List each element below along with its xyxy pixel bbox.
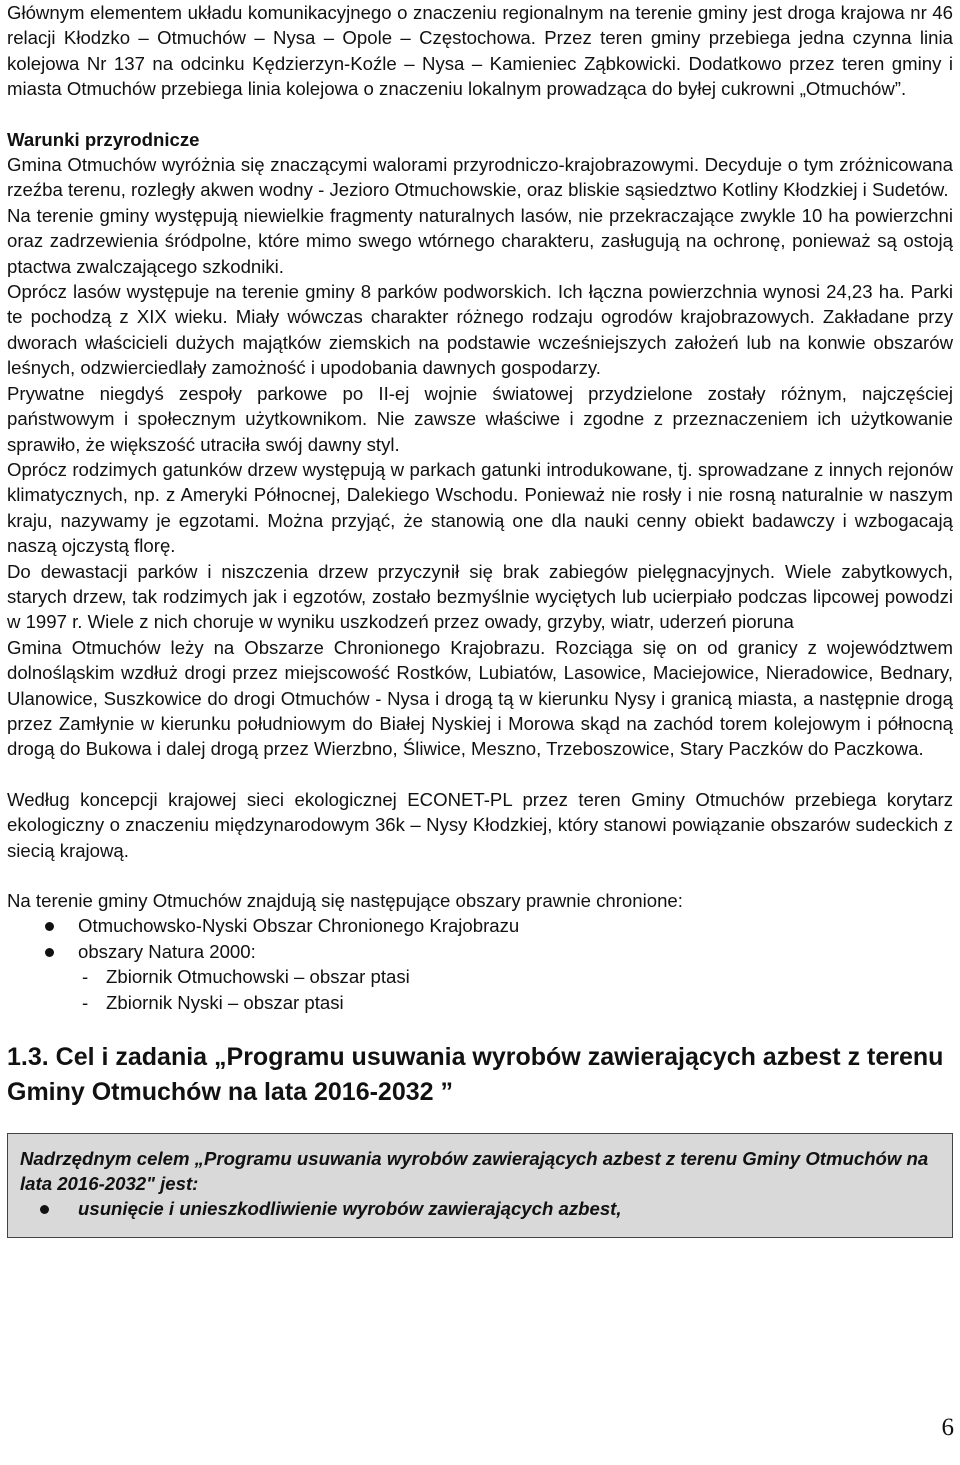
natura-sites-list — [7, 964, 953, 1015]
goal-box-text: Nadrzędnym celem „Programu usuwania wyrobów zawierających azbest z terenu Gminy Otmuchów na lata 2016-2032" jest: — [20, 1148, 929, 1195]
list-item: obszary Natura 2000: — [7, 939, 953, 964]
paragraph-warunki-2: Na terenie gminy występują niewielkie fragmenty naturalnych lasów, nie przekraczające zwykle 10 ha powierzchni oraz zadrzewienia śródpolne, które mimo swego wtórnego charakteru, zasługują na ochronę, ponieważ są ostoją ptactwa zwalczającego szkodniki. — [7, 204, 953, 277]
spacer — [7, 863, 953, 888]
list-item: usunięcie i unieszkodliwienie wyrobów zawierających azbest, — [20, 1196, 940, 1221]
paragraph-warunki-5: Oprócz rodzimych gatunków drzew występują w parkach gatunki introdukowane, tj. sprowadzane z innych rejonów klimatycznych, np. z Ameryki Północnej, Dalekiego Wschodu. Ponieważ nie rosły i nie rosną naturalnie w naszym kraju, nazywamy je egzotami. Można przyjąć, że stanowią one dla nauki cenny obiekt badawczy i wzbogacają naszą ojczystą florę. — [7, 458, 953, 557]
paragraph-transport: Głównym elementem układu komunikacyjnego o znaczeniu regionalnym na terenie gminy jest droga krajowa nr 46 relacji Kłodzko – Otmuchów – Nysa – Opole – Częstochowa. Przez teren gminy przebiega jedna czynna linia kolejowa Nr 137 na odcinku Kędzierzyn-Koźle – Nysa – Kamieniec Ząbkowicki. Dodatkowo przez teren gminy i miasta Otmuchów przebiega linia kolejowa o znaczeniu lokalnym prowadząca do byłej cukrowni „Otmuchów”. — [7, 2, 953, 100]
list-item: - Zbiornik Otmuchowski – obszar ptasi — [7, 964, 953, 989]
paragraph-warunki-3: Oprócz lasów występuje na terenie gminy 8 parków podworskich. Ich łączna powierzchnia wynosi 24,23 ha. Parki te pochodzą z XIX wieku. Miały wówczas charakter różnego rodzaju ogrodów krajobrazowych. Zakładane przy dworach właścicieli dużych majątków ziemskich na podstawie wcześniejszych założeń lub na konwie obszarów leśnych, odzwierciedlały zamożność i upodobania dawnych gospodarzy. — [7, 281, 953, 379]
paragraph-econet: Według koncepcji krajowej sieci ekologicznej ECONET-PL przez teren Gminy Otmuchów przebiega korytarz ekologiczny o znaczeniu międzynarodowym 36k – Nysy Kłodzkiej, który stanowi powiązanie obszarów sudeckich z siecią krajową. — [7, 788, 953, 861]
list-item: - Zbiornik Nyski – obszar ptasi — [7, 990, 953, 1015]
spacer — [7, 762, 953, 787]
goal-box — [7, 1133, 953, 1238]
paragraph-warunki-6: Do dewastacji parków i niszczenia drzew przyczynił się brak zabiegów pielęgnacyjnych. Wiele zabytkowych, starych drzew, tak rodzimych jak i egzotów, zostało bezmyślnie wyciętych lub ucierpiało podczas lipcowej powodzi w 1997 r. Wiele z nich choruje w wyniku uszkodzeń przez owady, grzyby, wiatr, uderzeń pioruna — [7, 560, 953, 633]
paragraph-warunki-1: Gmina Otmuchów wyróżnia się znaczącymi walorami przyrodniczo-krajobrazowymi. Decyduje o tym zróżnicowana rzeźba terenu, rozległy akwen wodny - Jezioro Otmuchowskie, oraz bliskie sąsiedztwo Kotliny Kłodzkiej i Sudetów. — [7, 154, 953, 201]
page-number: 6 — [941, 1414, 954, 1441]
goal-list — [20, 1196, 940, 1221]
list-item: Otmuchowsko-Nyski Obszar Chronionego Krajobrazu — [7, 913, 953, 938]
paragraph-warunki-4: Prywatne niegdyś zespoły parkowe po II-ej wojnie światowej przydzielone zostały różnym, najczęściej państwowym i społecznym użytkownikom. Nie zawsze właściwe i zgodne z przeznaczeniem ich użytkowanie sprawiło, że większość utraciła swój dawny styl. — [7, 382, 953, 455]
paragraph-warunki-7: Gmina Otmuchów leży na Obszarze Chronionego Krajobrazu. Rozciąga się on od granicy z województwem dolnośląskim wzdłuż drogi przez miejscowość Rostków, Lubiatów, Lasowice, Maciejowice, Nieradowice, Bednary, Ulanowice, Suszkowice do drogi Otmuchów - Nysa i drogą tą w kierunku Nysy i granicą miasta, a następnie drogą przez Zamłynie w kierunku południowym do Białej Nyskiej i Morowa skąd na zachód torem kolejowym i północną drogą do Bukowa i dalej drogą przez Wierzbno, Śliwice, Meszno, Trzeboszowice, Stary Paczków do Paczkowa. — [7, 636, 953, 760]
paragraph-protected-intro: Na terenie gminy Otmuchów znajdują się następujące obszary prawnie chronione: — [7, 890, 683, 911]
protected-areas-list — [7, 913, 953, 964]
section-heading-1-3: 1.3. Cel i zadania „Programu usuwania wyrobów zawierających azbest z terenu Gminy Otmuchów na lata 2016-2032 ” — [7, 1043, 944, 1107]
section-heading-warunki: Warunki przyrodnicze — [7, 128, 200, 150]
